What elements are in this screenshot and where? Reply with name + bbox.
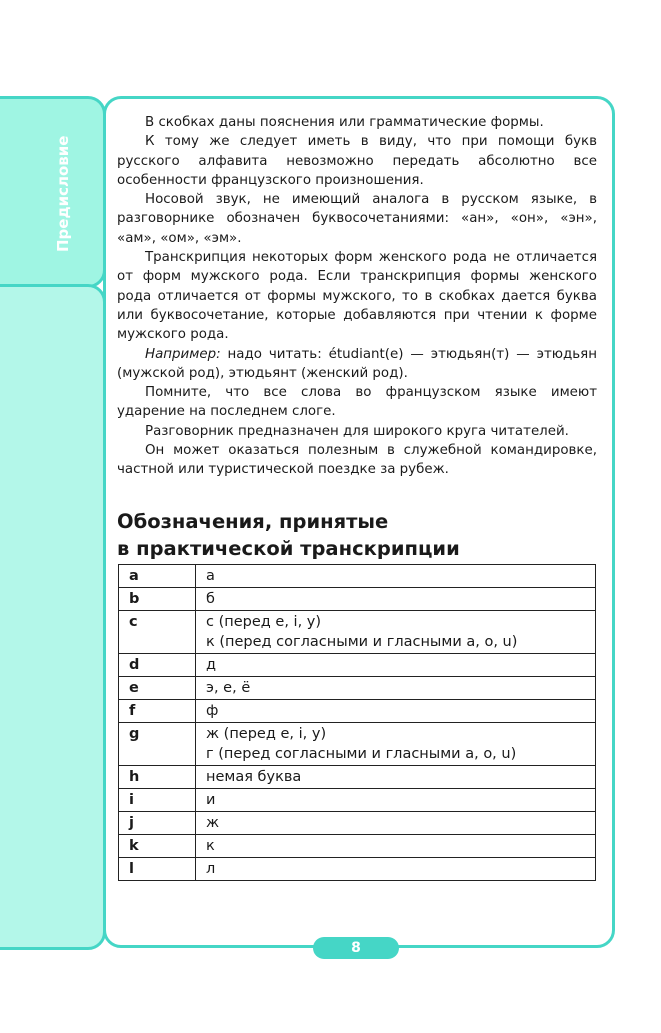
transcription-line: к (перед согласными и гласными a, o, u) <box>206 634 518 650</box>
table-row <box>119 858 596 881</box>
table-row <box>119 611 596 654</box>
table-cell-letter: d <box>119 654 196 677</box>
page-number: 8 <box>313 937 399 959</box>
table-cell-letter: a <box>119 565 196 588</box>
paragraph: Разговорник предназначен для широкого круга читателей. <box>145 423 569 439</box>
table-row <box>119 766 596 789</box>
transcription-line: г (перед согласными и гласными a, o, u) <box>206 746 517 762</box>
example-text: надо читать: étudiant(e) — этюдьян(т) — этюдьян (мужской род), этюдьянт (женский род). <box>117 346 597 381</box>
table-cell-letter: c <box>119 611 196 654</box>
table-cell-letter: b <box>119 588 196 611</box>
table-cell-letter: f <box>119 700 196 723</box>
table-cell-transcription <box>196 812 596 835</box>
table-cell-letter: h <box>119 766 196 789</box>
paragraph-example <box>117 345 597 384</box>
section-tab <box>0 96 106 288</box>
side-band <box>0 284 106 950</box>
table-cell-letter: i <box>119 789 196 812</box>
section-heading <box>117 508 597 562</box>
transcription-line: б <box>206 591 215 607</box>
table-cell-transcription <box>196 858 596 881</box>
transcription-line: с (перед e, i, y) <box>206 614 322 630</box>
table-cell-transcription <box>196 723 596 766</box>
table-cell-transcription <box>196 835 596 858</box>
table-cell-letter: e <box>119 677 196 700</box>
paragraph: К тому же следует иметь в виду, что при помощи букв русского алфавита невозможно передать абсолютно все особенности французского произношения. <box>117 134 597 188</box>
table-cell-transcription <box>196 654 596 677</box>
transcription-line: л <box>206 861 216 877</box>
paragraph: Он может оказаться полезным в служебной командировке, частной или туристической поездке за рубеж. <box>117 443 597 478</box>
table-row <box>119 835 596 858</box>
paragraph: Носовой звук, не имеющий аналога в русском языке, в разговорнике обозначен буквосочетаниями: «ан», «он», «эн», «ам», «ом», «эм». <box>117 192 597 246</box>
table-row <box>119 588 596 611</box>
transcription-line: ж <box>206 815 220 831</box>
table-row <box>119 812 596 835</box>
table-cell-transcription <box>196 766 596 789</box>
transcription-line: э, е, ё <box>206 680 251 696</box>
heading-line-1: Обозначения, принятые <box>117 510 389 533</box>
transcription-line: ф <box>206 703 219 719</box>
table-cell-transcription <box>196 789 596 812</box>
table-cell-transcription <box>196 565 596 588</box>
paragraph: В скобках даны пояснения или грамматические формы. <box>145 115 544 130</box>
table-cell-letter: j <box>119 812 196 835</box>
heading-line-2: в практической транскрипции <box>117 537 460 560</box>
table-row <box>119 654 596 677</box>
table-cell-letter: l <box>119 858 196 881</box>
table-row <box>119 789 596 812</box>
table-cell-transcription <box>196 700 596 723</box>
paragraph: Помните, что все слова во французском языке имеют ударение на последнем слоге. <box>117 385 597 420</box>
table-cell-letter: g <box>119 723 196 766</box>
transcription-line: д <box>206 657 217 673</box>
table-row <box>119 677 596 700</box>
transcription-line: и <box>206 792 216 808</box>
transcription-line: к <box>206 838 215 854</box>
table-row <box>119 723 596 766</box>
transcription-line: немая буква <box>206 769 302 785</box>
table-cell-transcription <box>196 588 596 611</box>
table-cell-transcription <box>196 677 596 700</box>
example-label: Например: <box>145 346 221 362</box>
paragraph: Транскрипция некоторых форм женского рода не отличается от форм мужского рода. Если транскрипция формы женского рода отличается от формы мужского, то в скобках дается буква или буквосочетание, которые добавляются при чтении к форме мужского рода. <box>117 250 597 343</box>
transcription-table <box>118 564 596 881</box>
table-row <box>119 565 596 588</box>
transcription-line: ж (перед e, i, y) <box>206 726 327 742</box>
section-tab-label: Предисловие <box>54 135 72 252</box>
preface-text <box>117 113 597 480</box>
table-cell-letter: k <box>119 835 196 858</box>
table-cell-transcription <box>196 611 596 654</box>
transcription-line: а <box>206 568 215 584</box>
table-row <box>119 700 596 723</box>
